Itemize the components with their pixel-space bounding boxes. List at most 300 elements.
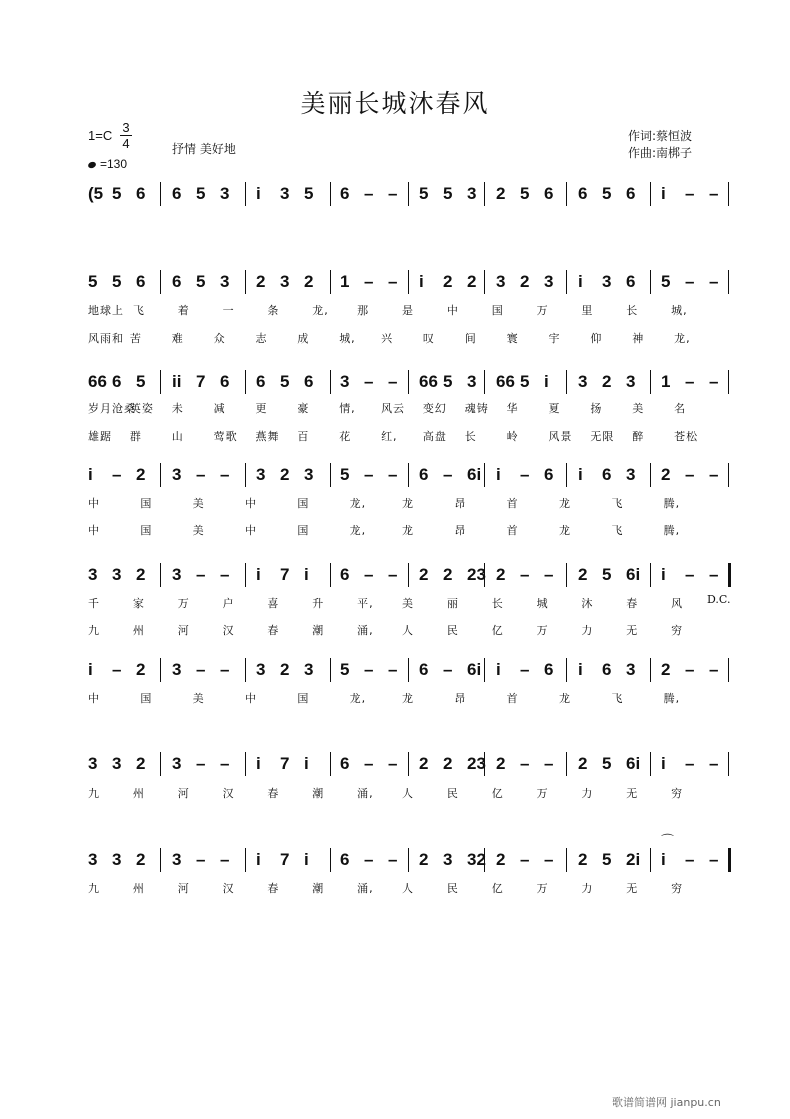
barline: [484, 658, 485, 682]
lyric-word: 龙: [402, 497, 414, 510]
barline: [245, 270, 246, 294]
barline: [160, 463, 161, 487]
lyric-word: 万: [536, 624, 549, 637]
lyric-word: 国: [140, 497, 153, 510]
lyric-word: 升: [312, 597, 325, 610]
lyric-word: 民: [446, 787, 459, 800]
lyric-word: 龙: [559, 524, 571, 537]
note: i: [88, 465, 93, 484]
note: –: [520, 660, 530, 679]
note: –: [388, 372, 398, 391]
note: –: [709, 850, 719, 869]
barline: [330, 370, 331, 394]
lyric-word: 变幻: [422, 402, 447, 415]
note: –: [112, 660, 122, 679]
note: –: [220, 565, 230, 584]
barline: [728, 182, 729, 206]
lyric-word: 家: [132, 597, 145, 610]
note: 3: [443, 850, 453, 869]
note: 3: [88, 850, 98, 869]
tempo-mark: [88, 157, 127, 171]
note: 5: [602, 850, 612, 869]
lyric-word: 美: [632, 402, 645, 415]
note: i: [578, 272, 583, 291]
lyric-word: 豪: [297, 402, 310, 415]
note: –: [520, 565, 530, 584]
note: i: [419, 272, 424, 291]
note: 6: [172, 272, 182, 291]
note: 5: [88, 272, 98, 291]
note: 66: [419, 372, 438, 391]
lyric-word: 腾,: [663, 524, 681, 537]
lyric-word: 兴: [381, 332, 394, 345]
note: 5: [520, 184, 530, 203]
note: –: [364, 565, 374, 584]
lyric-word: 华: [506, 402, 519, 415]
note: i: [256, 565, 261, 584]
lyric-word: 河: [177, 882, 190, 895]
barline: [245, 463, 246, 487]
note: i: [88, 660, 93, 679]
note: –: [364, 754, 374, 773]
barline: [728, 752, 729, 776]
note: 3: [467, 184, 477, 203]
note: –: [196, 850, 206, 869]
barline: [650, 658, 651, 682]
lyric-word: 穷: [671, 624, 684, 637]
note: 2: [136, 850, 146, 869]
staff-line-2: [0, 370, 790, 394]
note: 3: [304, 660, 314, 679]
barline: [566, 563, 567, 587]
note: 6: [544, 184, 554, 203]
lyric-word: 花: [339, 430, 352, 443]
note: 6: [419, 465, 429, 484]
lyric-word: 众: [213, 332, 226, 345]
lyric-word: 力: [581, 787, 594, 800]
lyric-word: 国: [140, 692, 153, 705]
note: –: [196, 660, 206, 679]
note: 5: [419, 184, 429, 203]
note: –: [709, 372, 719, 391]
note: 2: [443, 754, 453, 773]
lyric-word: 燕舞: [255, 430, 280, 443]
barline: [160, 658, 161, 682]
barline: [160, 182, 161, 206]
note: 3: [256, 465, 266, 484]
lyric-word: 人: [402, 787, 414, 800]
lyricist: 作词:蔡恒波: [628, 129, 693, 143]
lyric-word: 夏: [548, 402, 561, 415]
lyric-word: 扬: [590, 402, 603, 415]
lyric-word: 无: [626, 624, 639, 637]
time-signature-top: 3: [122, 120, 130, 135]
note: –: [685, 565, 695, 584]
lyric-word: 万: [536, 304, 549, 317]
note: –: [709, 660, 719, 679]
note: 6i: [626, 754, 641, 773]
lyric-word: 人: [402, 882, 414, 895]
barline: [408, 752, 409, 776]
lyric-word: 万: [536, 787, 549, 800]
barline: [650, 182, 651, 206]
note: –: [364, 272, 374, 291]
note: –: [196, 754, 206, 773]
lyric-word: 九: [88, 624, 100, 637]
lyric-word: 亿: [491, 882, 504, 895]
note: 6: [112, 372, 122, 391]
note: 6: [136, 272, 146, 291]
note: ii: [172, 372, 182, 391]
barline: [484, 370, 485, 394]
note: –: [364, 372, 374, 391]
note: 66: [88, 372, 107, 391]
lyric-word: 丽: [446, 597, 459, 610]
staff-line-6: [0, 752, 790, 776]
lyric-word: 那: [357, 304, 370, 317]
tempo-value: =130: [100, 157, 128, 171]
lyric-word: 万: [177, 597, 190, 610]
lyric-word: 力: [581, 882, 594, 895]
credits: [628, 128, 692, 162]
note: 5: [661, 272, 671, 291]
note: 6: [602, 465, 612, 484]
barline: [408, 563, 409, 587]
lyric-word: 龙: [559, 497, 571, 510]
lyric-word: 长: [491, 597, 504, 610]
note: 7: [280, 850, 290, 869]
barline: [650, 848, 651, 872]
note: –: [685, 850, 695, 869]
lyric-word: 飞: [611, 497, 624, 510]
note: –: [112, 465, 122, 484]
barline: [330, 658, 331, 682]
barline: [728, 370, 729, 394]
lyric-word: 穷: [671, 882, 684, 895]
barline: [650, 370, 651, 394]
staff-line-7: [0, 848, 790, 872]
lyric-word: 地球上: [88, 304, 124, 317]
lyric-word: 神: [632, 332, 645, 345]
barline: [160, 848, 161, 872]
note: 5: [304, 184, 314, 203]
fermata-icon: ⌒: [661, 834, 675, 849]
barline: [484, 752, 485, 776]
note: 2: [419, 850, 429, 869]
lyric-word: 美: [402, 597, 414, 610]
lyric-word: 中: [88, 524, 100, 537]
note: 3: [340, 372, 350, 391]
lyric-word: 亿: [491, 787, 504, 800]
barline: [408, 370, 409, 394]
note: i: [578, 465, 583, 484]
lyric-word: 人: [402, 624, 414, 637]
lyric-word: 力: [581, 624, 594, 637]
lyric-word: 无: [626, 882, 639, 895]
lyric-word: 中: [245, 524, 257, 537]
note: 2: [256, 272, 266, 291]
lyric-word: 龙: [402, 524, 414, 537]
barline: [330, 848, 331, 872]
note: 2: [578, 850, 588, 869]
lyric-word: 长: [464, 430, 477, 443]
note: –: [220, 754, 230, 773]
lyric-word: 腾,: [663, 692, 681, 705]
note: –: [220, 660, 230, 679]
barline: [728, 848, 731, 872]
note: 2: [304, 272, 314, 291]
note: –: [544, 565, 554, 584]
lyric-word: 河: [177, 624, 190, 637]
note: 2: [280, 660, 290, 679]
lyric-word: 仰: [590, 332, 603, 345]
lyric-word: 州: [132, 787, 145, 800]
note: i: [661, 754, 666, 773]
lyric-word: 风: [671, 597, 684, 610]
lyric-word: 龙: [402, 692, 414, 705]
note: –: [520, 850, 530, 869]
note: 1: [661, 372, 671, 391]
lyric-word: 昂: [454, 497, 467, 510]
lyric-word: 高盘: [422, 430, 447, 443]
lyric-word: 中: [446, 304, 459, 317]
note: 6: [626, 272, 636, 291]
note: 2: [136, 660, 146, 679]
note: 3: [602, 272, 612, 291]
note: –: [220, 850, 230, 869]
note: –: [685, 372, 695, 391]
note: 32: [467, 850, 486, 869]
lyric-word: 风云: [381, 402, 406, 415]
lyric-word: 龙,: [349, 524, 367, 537]
note: –: [443, 465, 453, 484]
note: 6i: [467, 660, 482, 679]
lyric-word: 情,: [339, 402, 356, 415]
note: 2: [496, 850, 506, 869]
note: –: [685, 465, 695, 484]
note: 5: [196, 272, 206, 291]
lyric-word: 名: [674, 402, 687, 415]
barline: [728, 463, 729, 487]
barline: [566, 370, 567, 394]
note: –: [388, 565, 398, 584]
note: i: [496, 660, 501, 679]
barline: [245, 752, 246, 776]
lyric-word: 飞: [611, 692, 624, 705]
note: 2: [136, 465, 146, 484]
note: 6i: [626, 565, 641, 584]
barline: [330, 463, 331, 487]
note: 2: [419, 565, 429, 584]
note: 6: [419, 660, 429, 679]
lyric-word: 国: [140, 524, 153, 537]
note: –: [196, 465, 206, 484]
note: i: [544, 372, 549, 391]
note: i: [304, 565, 309, 584]
note: –: [544, 850, 554, 869]
note: 5: [602, 754, 612, 773]
note: 2: [136, 565, 146, 584]
barline: [650, 463, 651, 487]
note: 1: [340, 272, 350, 291]
lyric-word: 民: [446, 624, 459, 637]
lyric-word: 无限: [590, 430, 615, 443]
note: 3: [280, 272, 290, 291]
lyric-word: 条: [267, 304, 280, 317]
lyric-word: 寰: [506, 332, 519, 345]
lyric-word: 城,: [671, 304, 688, 317]
note: 6: [340, 565, 350, 584]
note: i: [256, 754, 261, 773]
note: 5: [112, 184, 122, 203]
note: –: [364, 184, 374, 203]
lyric-word: 国: [297, 692, 310, 705]
barline: [566, 463, 567, 487]
note: 7: [196, 372, 206, 391]
note: 3: [172, 565, 182, 584]
note: i: [496, 465, 501, 484]
lyric-word: 山: [171, 430, 184, 443]
lyric-word: 国: [491, 304, 504, 317]
note: 23: [467, 565, 486, 584]
note: 2: [661, 660, 671, 679]
note: –: [196, 565, 206, 584]
note: –: [388, 465, 398, 484]
lyric-word: 更: [255, 402, 268, 415]
note: 6i: [467, 465, 482, 484]
lyric-word: 龙,: [312, 304, 329, 317]
barline: [566, 182, 567, 206]
staff-line-4: [0, 563, 790, 587]
barline: [484, 848, 485, 872]
lyric-word: 涌,: [357, 787, 374, 800]
barline: [245, 182, 246, 206]
barline: [484, 563, 485, 587]
barline: [484, 182, 485, 206]
lyric-word: 国: [297, 524, 310, 537]
lyric-word: 九: [88, 882, 100, 895]
barline: [408, 658, 409, 682]
note: 3: [172, 660, 182, 679]
lyric-word: 昂: [454, 692, 467, 705]
note: 5: [112, 272, 122, 291]
barline: [245, 658, 246, 682]
barline: [484, 463, 485, 487]
note: –: [364, 465, 374, 484]
barline: [728, 658, 729, 682]
barline: [566, 658, 567, 682]
barline: [330, 563, 331, 587]
lyric-word: 九: [88, 787, 100, 800]
lyric-word: 沐: [581, 597, 594, 610]
note: 3: [112, 754, 122, 773]
note: –: [364, 850, 374, 869]
note: 2: [520, 272, 530, 291]
note: 2: [496, 184, 506, 203]
note: i: [661, 850, 666, 869]
note: 3: [172, 465, 182, 484]
barline: [408, 182, 409, 206]
lyric-word: 春: [267, 624, 280, 637]
note: 3: [172, 850, 182, 869]
note: 6: [626, 184, 636, 203]
barline: [650, 563, 651, 587]
lyric-word: 腾,: [663, 497, 681, 510]
note: –: [220, 465, 230, 484]
note: 5: [196, 184, 206, 203]
note: 2: [136, 754, 146, 773]
note: 3: [626, 465, 636, 484]
note: 5: [443, 372, 453, 391]
note: 6: [602, 660, 612, 679]
note: 2: [467, 272, 477, 291]
expression-mark: 抒情 美好地: [172, 142, 236, 156]
note: –: [709, 184, 719, 203]
lyric-word: 雄踞: [88, 430, 112, 443]
lyric-word: 首: [506, 497, 519, 510]
lyric-word: 国: [297, 497, 310, 510]
note: –: [544, 754, 554, 773]
lyric-word: 州: [132, 882, 145, 895]
lyric-word: 减: [213, 402, 226, 415]
note: 2: [602, 372, 612, 391]
note: –: [388, 272, 398, 291]
lyric-word: 飞: [132, 304, 145, 317]
lyric-word: 美: [192, 497, 205, 510]
staff-line-5: [0, 658, 790, 682]
lyric-word: 龙,: [349, 497, 367, 510]
barline: [330, 182, 331, 206]
composer: 作曲:南梆子: [628, 146, 693, 160]
lyric-word: 一: [222, 304, 235, 317]
barline: [408, 463, 409, 487]
lyric-word: 美: [192, 524, 205, 537]
note: 5: [602, 565, 612, 584]
lyric-word: 飞: [611, 524, 624, 537]
note: –: [520, 754, 530, 773]
lyric-word: 中: [245, 497, 257, 510]
note: –: [685, 754, 695, 773]
note: 2: [578, 565, 588, 584]
lyric-word: 成: [297, 332, 310, 345]
lyric-word: 里: [581, 304, 594, 317]
lyric-word: 龙,: [674, 332, 691, 345]
lyric-word: 民: [446, 882, 459, 895]
barline: [160, 270, 161, 294]
note: –: [685, 660, 695, 679]
lyric-word: 宇: [548, 332, 561, 345]
lyric-word: 难: [171, 332, 184, 345]
lyric-word: 醉: [632, 430, 645, 443]
note: i: [256, 850, 261, 869]
note: –: [443, 660, 453, 679]
note: 2: [280, 465, 290, 484]
note: 2: [661, 465, 671, 484]
barline: [245, 370, 246, 394]
barline: [728, 270, 729, 294]
note: –: [364, 660, 374, 679]
note: 3: [280, 184, 290, 203]
note: i: [578, 660, 583, 679]
note: i: [661, 565, 666, 584]
note: 3: [304, 465, 314, 484]
lyric-word: 间: [464, 332, 477, 345]
note: i: [304, 850, 309, 869]
lyric-word: 百: [297, 430, 310, 443]
lyric-word: 中: [245, 692, 257, 705]
lyric-word: 涌,: [357, 624, 374, 637]
note: 3: [112, 850, 122, 869]
